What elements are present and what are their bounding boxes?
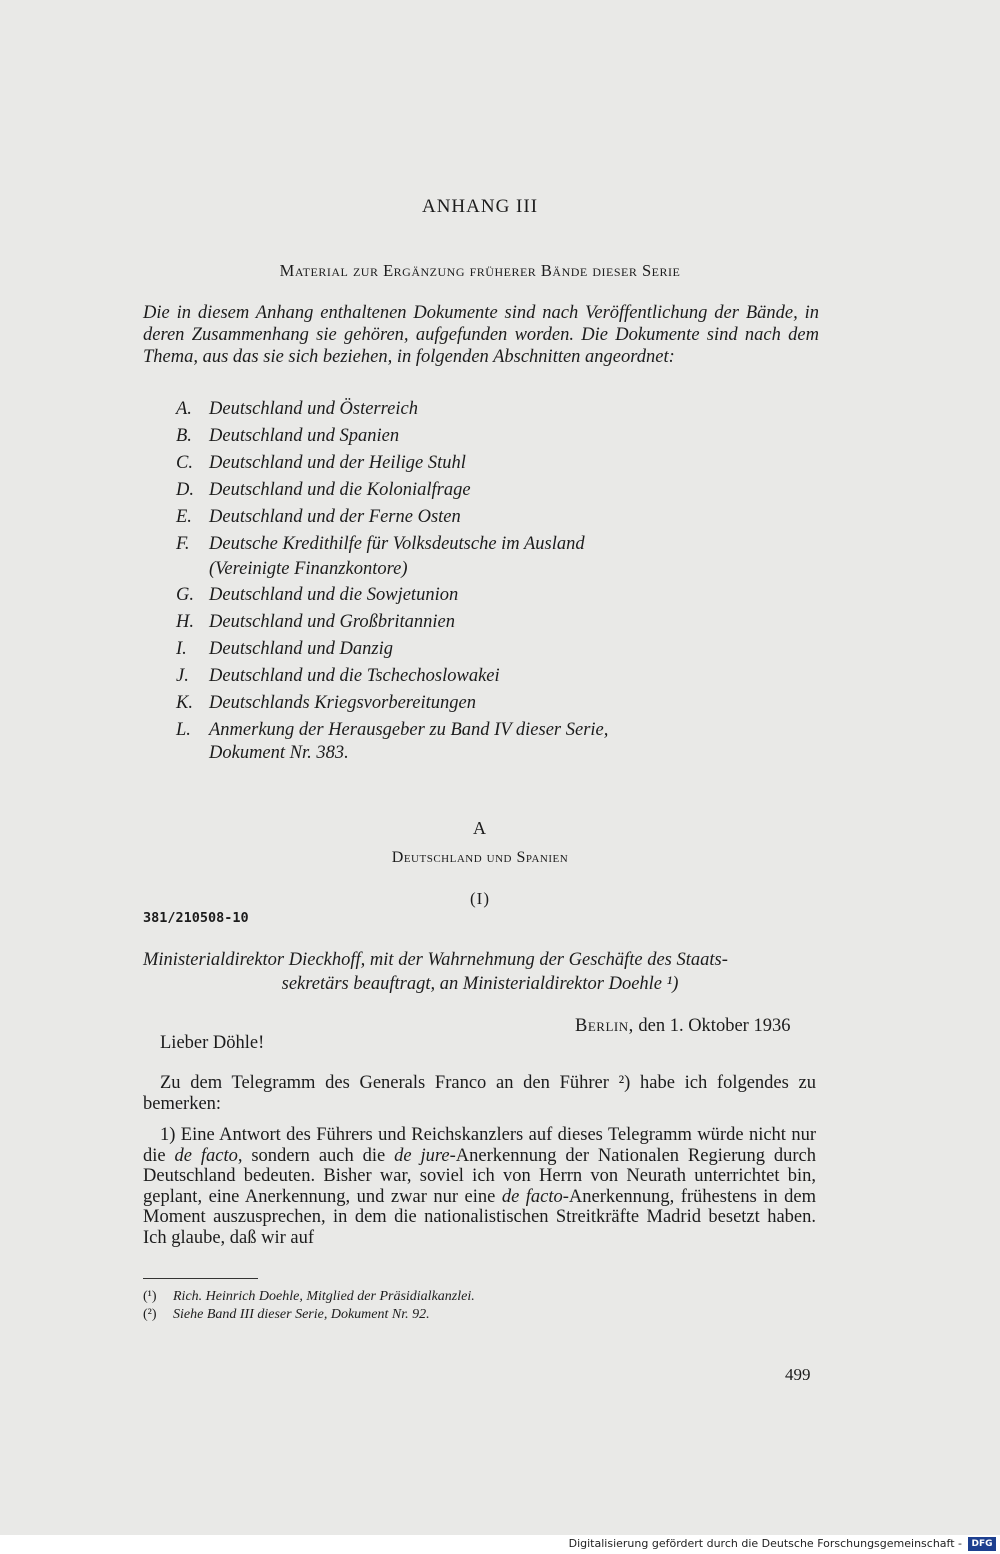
list-item: J. Deutschland und die Tschechoslowakei [176, 666, 500, 686]
intro-paragraph: Die in diesem Anhang enthaltenen Dokumente sind nach Veröffentlichung der Bände, in deren Zusammenhang sie gehören, aufgefunden worden. Die Dokumente sind nach dem Thema, aus das sie sich beziehen, in folgenden Abschnitten angeordnet: [143, 303, 819, 367]
appendix-title: ANHANG III [421, 196, 539, 217]
list-item-continuation: (Vereinigte Finanzkontore) [209, 559, 408, 579]
list-item: B. Deutschland und Spanien [176, 426, 400, 446]
list-item: D. Deutschland und die Kolonialfrage [176, 480, 471, 500]
list-item: A. Deutschland und Österreich [176, 399, 418, 419]
list-item: E. Deutschland und der Ferne Osten [176, 507, 461, 527]
section-title: Deutschland und Spanien [391, 849, 569, 866]
list-item: H. Deutschland und Großbritannien [176, 612, 455, 632]
document-header-line: sekretärs beauftragt, an Ministerialdirektor Doehle ¹) [281, 974, 679, 994]
footnote: (²) Siehe Band III dieser Serie, Dokument Nr. 92. [143, 1307, 430, 1322]
document-number: 381/210508-10 [143, 910, 249, 926]
salutation: Lieber Döhle! [160, 1033, 265, 1053]
appendix-subtitle: Material zur Ergänzung früherer Bände dieser Serie [279, 261, 681, 280]
section-letter: A [473, 818, 487, 838]
footnote-divider [143, 1278, 258, 1279]
footer-credit: Digitalisierung gefördert durch die Deutsche Forschungsgemeinschaft - [568, 1537, 962, 1550]
document-roman-number: (I) [470, 889, 490, 908]
list-item: F. Deutsche Kredithilfe für Volksdeutsche im Ausland [176, 534, 585, 554]
body-paragraph: 1) Eine Antwort des Führers und Reichskanzlers auf dieses Telegramm würde nicht nur die de facto, sondern auch die de jure-Anerkennung der Nationalen Regierung durch Deutschland bedeuten. Bisher war, soviel ich von Herrn von Neurath unterrichtet bin, geplant, eine Anerkennung, und zwar nur eine de facto-Anerkennung, frühestens in dem Moment auszusprechen, in dem die nationalistischen Streitkräfte Madrid besetzt haben. Ich glaube, daß wir auf [143, 1125, 816, 1248]
list-item: L. Anmerkung der Herausgeber zu Band IV dieser Serie, [176, 720, 609, 740]
list-item: G. Deutschland und die Sowjetunion [176, 585, 459, 605]
dfg-logo-icon: DFG [968, 1537, 996, 1551]
footer-bar [0, 1535, 1000, 1554]
list-item: C. Deutschland und der Heilige Stuhl [176, 453, 466, 473]
dateline [575, 1016, 790, 1037]
page-number: 499 [785, 1365, 811, 1384]
place: Berlin, [575, 1016, 634, 1036]
document-header-line: Ministerialdirektor Dieckhoff, mit der Wahrnehmung der Geschäfte des Staats- [143, 950, 728, 970]
list-item-continuation: Dokument Nr. 383. [209, 743, 349, 763]
list-item: I. Deutschland und Danzig [176, 639, 393, 659]
list-item: K. Deutschlands Kriegsvorbereitungen [176, 693, 477, 713]
date: den 1. Oktober 1936 [638, 1016, 791, 1036]
footnote: (¹) Rich. Heinrich Doehle, Mitglied der Präsidialkanzlei. [143, 1289, 475, 1304]
body-paragraph: Zu dem Telegramm des Generals Franco an den Führer ²) habe ich folgendes zu bemerken: [143, 1073, 816, 1114]
